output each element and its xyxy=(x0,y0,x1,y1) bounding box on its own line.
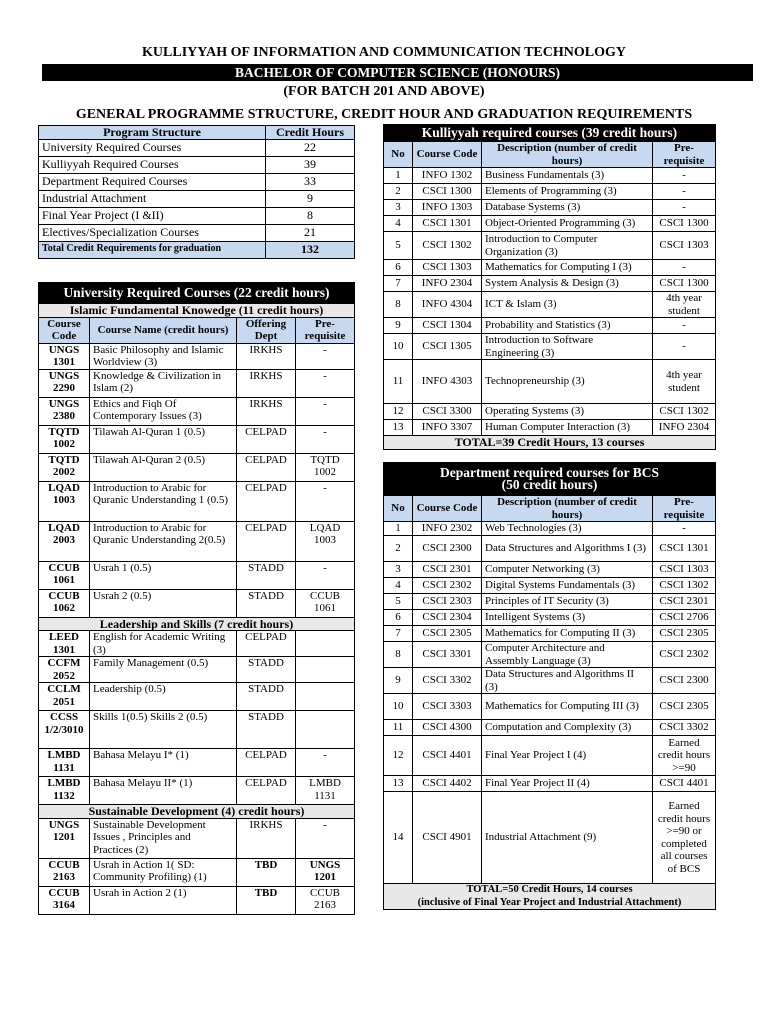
prerequisite: - xyxy=(296,561,355,589)
course-description: Human Computer Interaction (3) xyxy=(482,420,653,436)
university-course-row xyxy=(39,425,355,453)
course-name: Introduction to Arabic for Quranic Understanding 1 (0.5) xyxy=(90,481,237,521)
prerequisite: - xyxy=(296,425,355,453)
university-course-row xyxy=(39,749,355,777)
course-description: Database Systems (3) xyxy=(482,200,653,216)
prerequisite: CSCI 1300 xyxy=(653,276,716,292)
dept-desc-header: Description (number of credit hours) xyxy=(482,496,653,522)
course-code: CSCI 1305 xyxy=(413,334,482,360)
summary-row-credit: 8 xyxy=(266,207,355,224)
department-course-row xyxy=(384,720,716,736)
course-description: Mathematics for Computing II (3) xyxy=(482,626,653,642)
summary-row-name: Electives/Specialization Courses xyxy=(39,224,266,241)
prerequisite: CSCI 1301 xyxy=(653,536,716,562)
row-number: 13 xyxy=(384,420,413,436)
course-description: Computer Networking (3) xyxy=(482,562,653,578)
kull-desc-header: Description (number of credit hours) xyxy=(482,142,653,168)
university-course-row xyxy=(39,521,355,561)
programme-title: BACHELOR OF COMPUTER SCIENCE (HONOURS) xyxy=(42,64,753,81)
offering-dept: CELPAD xyxy=(237,453,296,481)
course-name: Tilawah Al-Quran 2 (0.5) xyxy=(90,453,237,481)
univ-dept-header: Offering Dept xyxy=(237,317,296,343)
prerequisite xyxy=(296,683,355,711)
prerequisite: CCUB 1061 xyxy=(296,589,355,617)
summary-row-credit: 39 xyxy=(266,156,355,173)
prerequisite: - xyxy=(296,343,355,369)
course-description: Operating Systems (3) xyxy=(482,404,653,420)
university-course-row xyxy=(39,711,355,749)
course-description: Intelligent Systems (3) xyxy=(482,610,653,626)
course-description: Web Technologies (3) xyxy=(482,522,653,536)
batch-note: (FOR BATCH 201 AND ABOVE) xyxy=(283,84,485,99)
offering-dept: CELPAD xyxy=(237,521,296,561)
total-credit-label: Total Credit Requirements for graduation xyxy=(39,241,266,258)
prerequisite: UNGS 1201 xyxy=(296,858,355,886)
course-code: CSCI 1300 xyxy=(413,184,482,200)
department-course-row xyxy=(384,578,716,594)
row-number: 4 xyxy=(384,216,413,232)
prerequisite: - xyxy=(653,200,716,216)
total-credit-value: 132 xyxy=(266,241,355,258)
course-name: English for Academic Writing (3) xyxy=(90,631,237,657)
row-number: 7 xyxy=(384,626,413,642)
university-course-row xyxy=(39,561,355,589)
univ-pre-header: Pre-requisite xyxy=(296,317,355,343)
course-description: Technopreneurship (3) xyxy=(482,360,653,404)
prerequisite: CSCI 2302 xyxy=(653,642,716,668)
prerequisite: - xyxy=(296,818,355,858)
kulliyyah-course-row xyxy=(384,404,716,420)
course-code: INFO 3307 xyxy=(413,420,482,436)
row-number: 8 xyxy=(384,642,413,668)
row-number: 5 xyxy=(384,594,413,610)
summary-row xyxy=(39,156,355,173)
row-number: 2 xyxy=(384,184,413,200)
prerequisite: - xyxy=(653,184,716,200)
course-code: CSCI 2301 xyxy=(413,562,482,578)
course-description: Object-Oriented Programming (3) xyxy=(482,216,653,232)
department-total-line2: (inclusive of Final Year Project and Industrial Attachment) xyxy=(417,896,682,908)
university-course-row xyxy=(39,343,355,369)
course-code: CSCI 3303 xyxy=(413,694,482,720)
course-code: UNGS 1301 xyxy=(39,343,90,369)
offering-dept: CELPAD xyxy=(237,777,296,805)
department-course-row xyxy=(384,736,716,776)
university-section-header xyxy=(39,617,355,631)
summary-row-name: Industrial Attachment xyxy=(39,190,266,207)
course-name: Bahasa Melayu II* (1) xyxy=(90,777,237,805)
course-code: CCUB 1062 xyxy=(39,589,90,617)
row-number: 3 xyxy=(384,562,413,578)
prerequisite: CSCI 2301 xyxy=(653,594,716,610)
course-description: Introduction to Computer Organization (3) xyxy=(482,232,653,260)
univ-code-header: Course Code xyxy=(39,317,90,343)
offering-dept: CELPAD xyxy=(237,481,296,521)
credit-hours-header: Credit Hours xyxy=(266,126,355,140)
course-code: CCUB 1061 xyxy=(39,561,90,589)
course-description: Elements of Programming (3) xyxy=(482,184,653,200)
univ-name-header: Course Name (credit hours) xyxy=(90,317,237,343)
course-code: CSCI 2303 xyxy=(413,594,482,610)
prerequisite: - xyxy=(296,481,355,521)
prerequisite: Earned credit hours >=90 xyxy=(653,736,716,776)
row-number: 6 xyxy=(384,260,413,276)
course-description: Business Fundamentals (3) xyxy=(482,168,653,184)
course-code: INFO 4304 xyxy=(413,292,482,318)
kulliyyah-course-row xyxy=(384,184,716,200)
row-number: 7 xyxy=(384,276,413,292)
course-name: Introduction to Arabic for Quranic Understanding 2(0.5) xyxy=(90,521,237,561)
prerequisite: INFO 2304 xyxy=(653,420,716,436)
course-description: Mathematics for Computing I (3) xyxy=(482,260,653,276)
faculty-title: KULLIYYAH OF INFORMATION AND COMMUNICATION TECHNOLOGY xyxy=(142,45,626,60)
university-course-row xyxy=(39,397,355,425)
summary-row-credit: 21 xyxy=(266,224,355,241)
prerequisite: - xyxy=(653,260,716,276)
course-code: CCUB 3164 xyxy=(39,886,90,914)
prerequisite: CSCI 2300 xyxy=(653,668,716,694)
row-number: 4 xyxy=(384,578,413,594)
course-name: Ethics and Fiqh Of Contemporary Issues (3) xyxy=(90,397,237,425)
university-course-row xyxy=(39,369,355,397)
university-course-row xyxy=(39,683,355,711)
prerequisite xyxy=(296,657,355,683)
course-name: Tilawah Al-Quran 1 (0.5) xyxy=(90,425,237,453)
university-course-row xyxy=(39,858,355,886)
department-course-row xyxy=(384,522,716,536)
course-code: LMBD 1131 xyxy=(39,749,90,777)
prerequisite: Earned credit hours >=90 or completed all courses of BCS xyxy=(653,792,716,884)
course-code: CCSS 1/2/3010 xyxy=(39,711,90,749)
prerequisite: - xyxy=(296,397,355,425)
course-code: CSCI 3302 xyxy=(413,668,482,694)
prerequisite: CCUB 2163 xyxy=(296,886,355,914)
kull-no-header: No xyxy=(384,142,413,168)
department-course-row xyxy=(384,642,716,668)
prerequisite: - xyxy=(653,318,716,334)
course-description: Computation and Complexity (3) xyxy=(482,720,653,736)
course-name: Leadership (0.5) xyxy=(90,683,237,711)
offering-dept: STADD xyxy=(237,561,296,589)
prerequisite: - xyxy=(653,168,716,184)
kulliyyah-course-row xyxy=(384,360,716,404)
department-total xyxy=(384,884,716,910)
program-structure-header: Program Structure xyxy=(39,126,266,140)
university-column-header xyxy=(39,317,355,343)
summary-row xyxy=(39,139,355,156)
kull-pre-header: Pre-requisite xyxy=(653,142,716,168)
prerequisite: CSCI 1303 xyxy=(653,562,716,578)
kulliyyah-course-row xyxy=(384,276,716,292)
row-number: 14 xyxy=(384,792,413,884)
course-description: Mathematics for Computing III (3) xyxy=(482,694,653,720)
prerequisite: CSCI 1302 xyxy=(653,404,716,420)
program-structure-table xyxy=(38,125,355,259)
kulliyyah-course-row xyxy=(384,334,716,360)
kulliyyah-course-row xyxy=(384,420,716,436)
university-section-title: Sustainable Development (4) credit hours) xyxy=(39,805,355,819)
summary-row xyxy=(39,190,355,207)
course-code: CSCI 2300 xyxy=(413,536,482,562)
kulliyyah-course-row xyxy=(384,232,716,260)
course-name: Basic Philosophy and Islamic Worldview (3) xyxy=(90,343,237,369)
prerequisite: CSCI 2706 xyxy=(653,610,716,626)
row-number: 11 xyxy=(384,360,413,404)
department-course-row xyxy=(384,594,716,610)
summary-row-credit: 22 xyxy=(266,139,355,156)
university-course-row xyxy=(39,657,355,683)
row-number: 8 xyxy=(384,292,413,318)
course-description: Data Structures and Algorithms II (3) xyxy=(482,668,653,694)
offering-dept: IRKHS xyxy=(237,343,296,369)
kulliyyah-courses-table xyxy=(383,124,716,450)
course-code: UNGS 2290 xyxy=(39,369,90,397)
prerequisite: CSCI 4401 xyxy=(653,776,716,792)
course-code: CCLM 2051 xyxy=(39,683,90,711)
prerequisite: - xyxy=(296,369,355,397)
offering-dept: CELPAD xyxy=(237,425,296,453)
course-description: Final Year Project II (4) xyxy=(482,776,653,792)
offering-dept: CELPAD xyxy=(237,749,296,777)
course-code: CSCI 3300 xyxy=(413,404,482,420)
row-number: 1 xyxy=(384,522,413,536)
dept-pre-header: Pre-requisite xyxy=(653,496,716,522)
course-name: Usrah 1 (0.5) xyxy=(90,561,237,589)
course-code: CSCI 1303 xyxy=(413,260,482,276)
course-code: CSCI 4401 xyxy=(413,736,482,776)
course-name: Skills 1(0.5) Skills 2 (0.5) xyxy=(90,711,237,749)
summary-row-name: Department Required Courses xyxy=(39,173,266,190)
course-description: Introduction to Software Engineering (3) xyxy=(482,334,653,360)
row-number: 6 xyxy=(384,610,413,626)
course-code: INFO 1302 xyxy=(413,168,482,184)
course-description: Final Year Project I (4) xyxy=(482,736,653,776)
course-name: Sustainable Development Issues , Principles and Practices (2) xyxy=(90,818,237,858)
row-number: 12 xyxy=(384,736,413,776)
department-course-row xyxy=(384,668,716,694)
course-code: INFO 2304 xyxy=(413,276,482,292)
course-code: INFO 2302 xyxy=(413,522,482,536)
summary-row-credit: 33 xyxy=(266,173,355,190)
course-code: CSCI 1301 xyxy=(413,216,482,232)
summary-row-name: Final Year Project (I &II) xyxy=(39,207,266,224)
university-course-row xyxy=(39,481,355,521)
department-total-line1: TOTAL=50 Credit Hours, 14 courses xyxy=(466,884,633,895)
university-course-row xyxy=(39,453,355,481)
row-number: 3 xyxy=(384,200,413,216)
prerequisite: CSCI 1303 xyxy=(653,232,716,260)
department-title-line1: Department required courses for BCS xyxy=(440,464,659,480)
university-course-row xyxy=(39,818,355,858)
department-course-row xyxy=(384,610,716,626)
offering-dept: CELPAD xyxy=(237,631,296,657)
prerequisite: CSCI 1302 xyxy=(653,578,716,594)
university-course-row xyxy=(39,886,355,914)
university-course-row xyxy=(39,589,355,617)
prerequisite xyxy=(296,711,355,749)
prerequisite: TQTD 1002 xyxy=(296,453,355,481)
course-code: INFO 1303 xyxy=(413,200,482,216)
course-description: Probability and Statistics (3) xyxy=(482,318,653,334)
course-code: CSCI 1304 xyxy=(413,318,482,334)
offering-dept: TBD xyxy=(237,858,296,886)
row-number: 10 xyxy=(384,694,413,720)
prerequisite: - xyxy=(653,334,716,360)
course-code: CSCI 4300 xyxy=(413,720,482,736)
summary-row-credit: 9 xyxy=(266,190,355,207)
offering-dept: IRKHS xyxy=(237,397,296,425)
summary-row xyxy=(39,224,355,241)
department-course-row xyxy=(384,626,716,642)
prerequisite: CSCI 2305 xyxy=(653,694,716,720)
kulliyyah-course-row xyxy=(384,168,716,184)
summary-row xyxy=(39,207,355,224)
prerequisite: CSCI 3302 xyxy=(653,720,716,736)
course-code: TQTD 1002 xyxy=(39,425,90,453)
course-code: CSCI 1302 xyxy=(413,232,482,260)
kulliyyah-course-row xyxy=(384,292,716,318)
department-course-row xyxy=(384,536,716,562)
offering-dept: STADD xyxy=(237,657,296,683)
university-section-title: Leadership and Skills (7 credit hours) xyxy=(39,617,355,631)
prerequisite: - xyxy=(653,522,716,536)
course-description: Principles of IT Security (3) xyxy=(482,594,653,610)
prerequisite: 4th year student xyxy=(653,292,716,318)
course-code: UNGS 2380 xyxy=(39,397,90,425)
dept-no-header: No xyxy=(384,496,413,522)
course-code: CSCI 4901 xyxy=(413,792,482,884)
course-name: Usrah in Action 1( SD: Community Profiling) (1) xyxy=(90,858,237,886)
prerequisite: CSCI 1300 xyxy=(653,216,716,232)
prerequisite: LQAD 1003 xyxy=(296,521,355,561)
course-description: System Analysis & Design (3) xyxy=(482,276,653,292)
course-name: Family Management (0.5) xyxy=(90,657,237,683)
university-course-row xyxy=(39,631,355,657)
prerequisite: 4th year student xyxy=(653,360,716,404)
structure-heading: GENERAL PROGRAMME STRUCTURE, CREDIT HOUR AND GRADUATION REQUIREMENTS xyxy=(75,107,693,122)
course-code: CSCI 3301 xyxy=(413,642,482,668)
course-name: Usrah in Action 2 (1) xyxy=(90,886,237,914)
row-number: 10 xyxy=(384,334,413,360)
row-number: 9 xyxy=(384,668,413,694)
summary-row-name: University Required Courses xyxy=(39,139,266,156)
department-course-row xyxy=(384,694,716,720)
course-description: Data Structures and Algorithms I (3) xyxy=(482,536,653,562)
course-code: LEED 1301 xyxy=(39,631,90,657)
department-course-row xyxy=(384,562,716,578)
course-name: Usrah 2 (0.5) xyxy=(90,589,237,617)
offering-dept: IRKHS xyxy=(237,369,296,397)
offering-dept: TBD xyxy=(237,886,296,914)
kulliyyah-course-row xyxy=(384,216,716,232)
university-course-row xyxy=(39,777,355,805)
course-code: CSCI 4402 xyxy=(413,776,482,792)
course-code: TQTD 2002 xyxy=(39,453,90,481)
course-code: INFO 4303 xyxy=(413,360,482,404)
university-courses-table xyxy=(38,282,355,915)
course-name: Knowledge & Civilization in Islam (2) xyxy=(90,369,237,397)
course-code: LQAD 2003 xyxy=(39,521,90,561)
course-code: CSCI 2305 xyxy=(413,626,482,642)
department-title-line2: (50 credit hours) xyxy=(501,477,598,492)
course-description: Industrial Attachment (9) xyxy=(482,792,653,884)
dept-code-header: Course Code xyxy=(413,496,482,522)
row-number: 1 xyxy=(384,168,413,184)
course-code: CCFM 2052 xyxy=(39,657,90,683)
row-number: 2 xyxy=(384,536,413,562)
offering-dept: STADD xyxy=(237,711,296,749)
course-description: ICT & Islam (3) xyxy=(482,292,653,318)
course-code: CSCI 2302 xyxy=(413,578,482,594)
university-section-header xyxy=(39,805,355,819)
row-number: 13 xyxy=(384,776,413,792)
department-courses-title xyxy=(384,463,716,496)
prerequisite xyxy=(296,631,355,657)
offering-dept: IRKHS xyxy=(237,818,296,858)
kull-code-header: Course Code xyxy=(413,142,482,168)
course-description: Digital Systems Fundamentals (3) xyxy=(482,578,653,594)
course-code: LMBD 1132 xyxy=(39,777,90,805)
department-course-row xyxy=(384,792,716,884)
row-number: 12 xyxy=(384,404,413,420)
course-code: CSCI 2304 xyxy=(413,610,482,626)
kulliyyah-course-row xyxy=(384,318,716,334)
university-section-title: Islamic Fundamental Knowedge (11 credit hours) xyxy=(39,304,355,318)
kulliyyah-total: TOTAL=39 Credit Hours, 13 courses xyxy=(384,436,716,450)
university-section-header xyxy=(39,304,355,318)
offering-dept: STADD xyxy=(237,683,296,711)
row-number: 5 xyxy=(384,232,413,260)
prerequisite: - xyxy=(296,749,355,777)
department-course-row xyxy=(384,776,716,792)
kulliyyah-course-row xyxy=(384,200,716,216)
row-number: 9 xyxy=(384,318,413,334)
university-courses-title: University Required Courses (22 credit hours) xyxy=(39,283,355,304)
kulliyyah-courses-title: Kulliyyah required courses (39 credit hours) xyxy=(384,125,716,142)
prerequisite: CSCI 2305 xyxy=(653,626,716,642)
department-courses-table xyxy=(383,462,716,910)
course-name: Bahasa Melayu I* (1) xyxy=(90,749,237,777)
course-code: CCUB 2163 xyxy=(39,858,90,886)
summary-row-name: Kulliyyah Required Courses xyxy=(39,156,266,173)
kulliyyah-course-row xyxy=(384,260,716,276)
row-number: 11 xyxy=(384,720,413,736)
offering-dept: STADD xyxy=(237,589,296,617)
course-code: LQAD 1003 xyxy=(39,481,90,521)
summary-row xyxy=(39,173,355,190)
course-code: UNGS 1201 xyxy=(39,818,90,858)
prerequisite: LMBD 1131 xyxy=(296,777,355,805)
course-description: Computer Architecture and Assembly Language (3) xyxy=(482,642,653,668)
